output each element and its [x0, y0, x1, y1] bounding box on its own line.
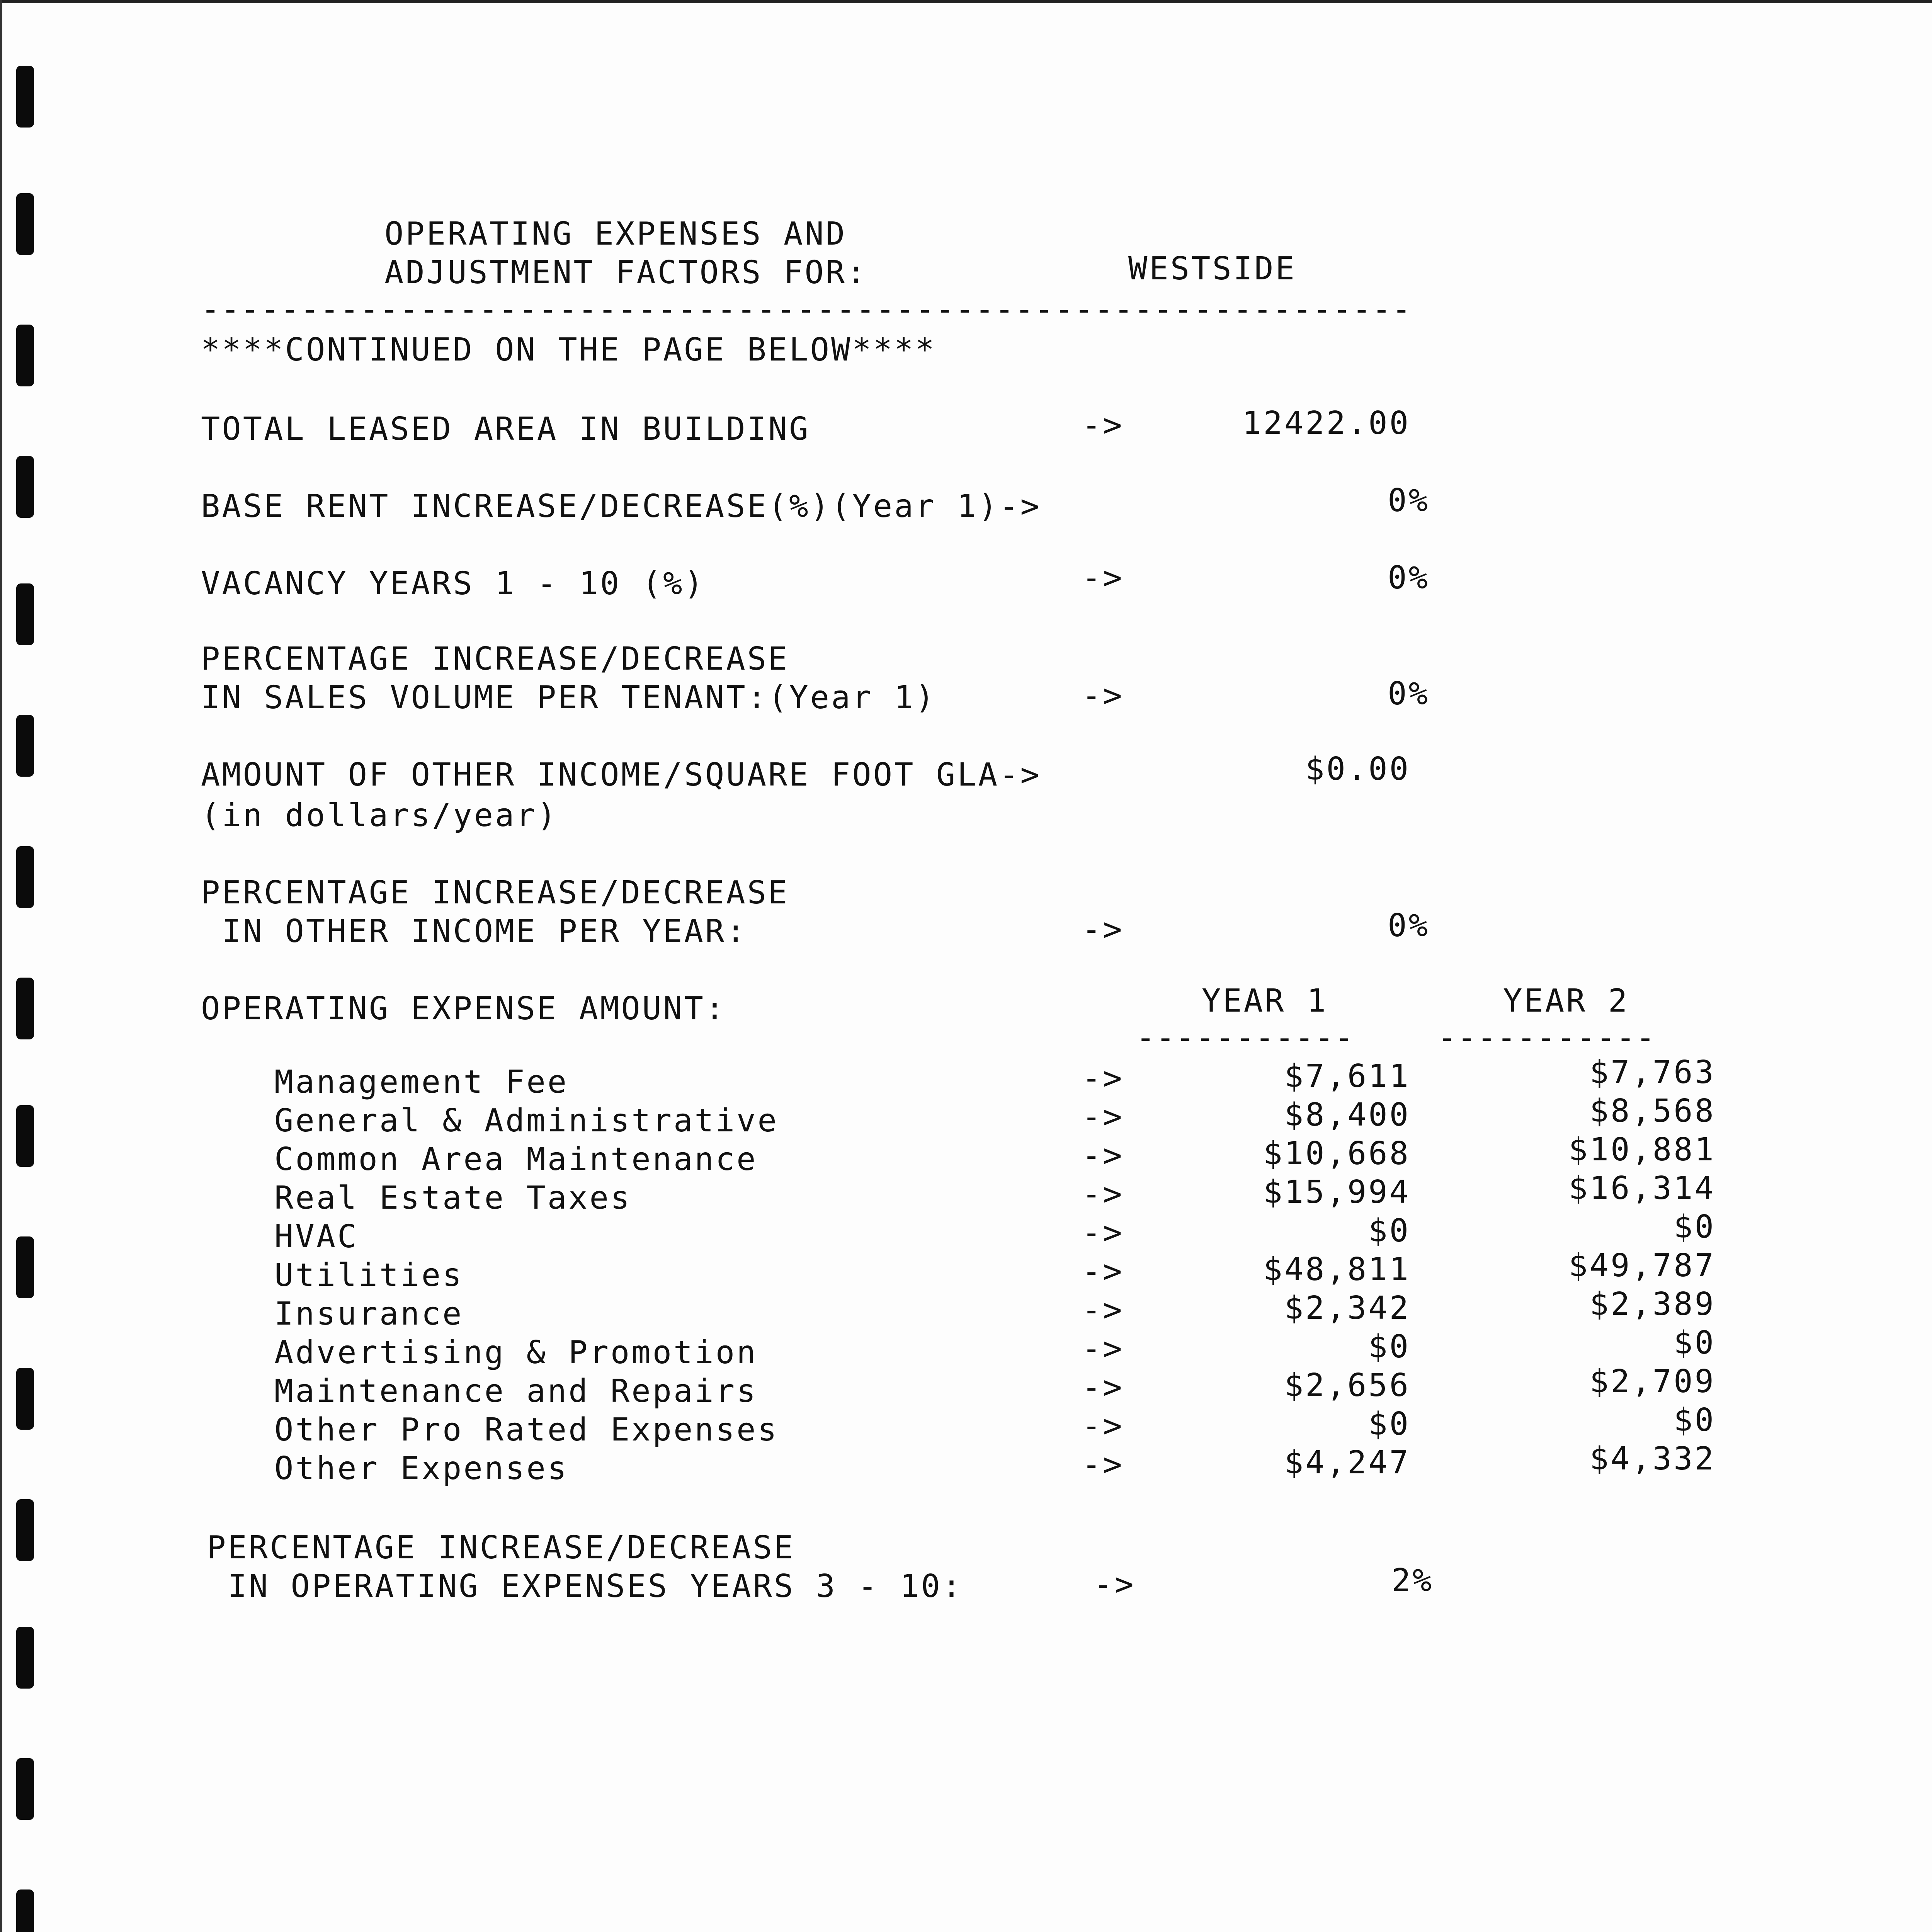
- opex-row-label: Insurance: [274, 1296, 464, 1332]
- header-divider: -------------------------------------------------------------: [201, 294, 1412, 325]
- leased-area-arrow: ->: [1082, 407, 1124, 444]
- binder-hole: [16, 325, 34, 386]
- sales-volume-label-line1: PERCENTAGE INCREASE/DECREASE: [201, 641, 789, 677]
- opex-row-arrow: ->: [1082, 1253, 1124, 1290]
- binder-hole: [16, 1499, 34, 1561]
- opex-row-arrow: ->: [1082, 1214, 1124, 1251]
- opex-row-arrow: ->: [1082, 1408, 1124, 1444]
- binder-hole: [16, 1368, 34, 1430]
- vacancy-label: VACANCY YEARS 1 - 10 (%): [201, 565, 705, 602]
- opex-heading: OPERATING EXPENSE AMOUNT:: [201, 990, 726, 1027]
- other-income-pct-arrow: ->: [1082, 911, 1124, 948]
- opex-row-year1: $2,342: [1284, 1290, 1410, 1327]
- opex-row-year2: $10,881: [1568, 1131, 1716, 1168]
- opex-row-arrow: ->: [1082, 1369, 1124, 1406]
- opex-row-label: General & Administrative: [274, 1102, 779, 1139]
- opex-growth-arrow: ->: [1094, 1566, 1136, 1603]
- base-rent-label: BASE RENT INCREASE/DECREASE(%)(Year 1)->: [201, 488, 1041, 525]
- opex-row-arrow: ->: [1082, 1060, 1124, 1097]
- binder-hole: [16, 583, 34, 645]
- leased-area-label: TOTAL LEASED AREA IN BUILDING: [201, 411, 810, 447]
- other-income-pct-value: 0%: [1388, 907, 1430, 944]
- opex-row-year2: $8,568: [1589, 1093, 1716, 1129]
- opex-row-year1: $4,247: [1284, 1444, 1410, 1481]
- sales-volume-label-line2: IN SALES VOLUME PER TENANT:(Year 1): [201, 679, 936, 716]
- report-title-line2: ADJUSTMENT FACTORS FOR:: [384, 254, 868, 291]
- binder-hole: [16, 66, 34, 128]
- opex-row-year2: $4,332: [1589, 1440, 1716, 1477]
- page-top-edge: [0, 0, 1932, 3]
- other-income-label-line1: AMOUNT OF OTHER INCOME/SQUARE FOOT GLA->: [201, 757, 1041, 793]
- opex-row-year2: $2,709: [1589, 1363, 1716, 1400]
- continued-note: ****CONTINUED ON THE PAGE BELOW****: [201, 332, 936, 368]
- opex-row-year2: $2,389: [1589, 1286, 1716, 1323]
- leased-area-value: 12422.00: [1242, 405, 1410, 442]
- opex-row-year1: $8,400: [1284, 1097, 1410, 1133]
- opex-row-arrow: ->: [1082, 1099, 1124, 1135]
- col-year2-header: YEAR 2: [1503, 983, 1629, 1019]
- opex-row-label: HVAC: [274, 1218, 359, 1255]
- opex-growth-value: 2%: [1391, 1562, 1434, 1599]
- base-rent-value: 0%: [1388, 482, 1430, 519]
- opex-row-year2: $0: [1673, 1402, 1716, 1439]
- opex-row-label: Common Area Maintenance: [274, 1141, 758, 1178]
- opex-row-year2: $49,787: [1568, 1247, 1716, 1284]
- opex-row-year1: $48,811: [1263, 1251, 1410, 1288]
- opex-row-arrow: ->: [1082, 1176, 1124, 1213]
- binder-hole: [16, 456, 34, 518]
- opex-row-year2: $0: [1673, 1325, 1716, 1361]
- opex-row-year1: $7,611: [1284, 1058, 1410, 1095]
- page-left-edge: [0, 0, 2, 1932]
- sales-volume-arrow: ->: [1082, 677, 1124, 714]
- opex-row-year1: $10,668: [1263, 1135, 1410, 1172]
- opex-growth-label-line2: IN OPERATING EXPENSES YEARS 3 - 10:: [207, 1568, 963, 1605]
- opex-row-arrow: ->: [1082, 1330, 1124, 1367]
- sales-volume-value: 0%: [1388, 675, 1430, 712]
- opex-row-arrow: ->: [1082, 1446, 1124, 1483]
- other-income-pct-label-line2: IN OTHER INCOME PER YEAR:: [201, 913, 747, 950]
- opex-row-label: Management Fee: [274, 1064, 569, 1100]
- vacancy-value: 0%: [1388, 560, 1430, 596]
- binder-hole: [16, 978, 34, 1039]
- other-income-value: $0.00: [1305, 751, 1410, 787]
- binder-hole: [16, 715, 34, 777]
- col-year2-underline: -----------: [1437, 1022, 1656, 1054]
- binder-hole: [16, 846, 34, 908]
- opex-row-label: Maintenance and Repairs: [274, 1373, 758, 1410]
- opex-row-year2: $0: [1673, 1209, 1716, 1245]
- opex-row-arrow: ->: [1082, 1137, 1124, 1174]
- binder-hole: [16, 1236, 34, 1298]
- report-title-line1: OPERATING EXPENSES AND: [384, 216, 847, 252]
- opex-row-year2: $7,763: [1589, 1054, 1716, 1091]
- opex-row-year1: $0: [1368, 1328, 1410, 1365]
- opex-row-year1: $0: [1368, 1406, 1410, 1442]
- binder-hole: [16, 193, 34, 255]
- binder-hole: [16, 1105, 34, 1167]
- binder-hole: [16, 1889, 34, 1932]
- binder-hole: [16, 1758, 34, 1820]
- other-income-pct-label-line1: PERCENTAGE INCREASE/DECREASE: [201, 874, 789, 911]
- property-name: WESTSIDE: [1128, 250, 1296, 287]
- opex-row-label: Real Estate Taxes: [274, 1180, 632, 1216]
- opex-row-arrow: ->: [1082, 1292, 1124, 1328]
- opex-row-label: Utilities: [274, 1257, 464, 1294]
- opex-row-label: Advertising & Promotion: [274, 1334, 758, 1371]
- opex-row-label: Other Pro Rated Expenses: [274, 1412, 779, 1448]
- binder-hole: [16, 1627, 34, 1689]
- vacancy-arrow: ->: [1082, 560, 1124, 596]
- opex-row-year1: $2,656: [1284, 1367, 1410, 1404]
- opex-growth-label-line1: PERCENTAGE INCREASE/DECREASE: [207, 1529, 795, 1566]
- col-year1-header: YEAR 1: [1202, 983, 1328, 1019]
- opex-row-label: Other Expenses: [274, 1450, 569, 1487]
- opex-row-year1: $0: [1368, 1213, 1410, 1249]
- other-income-label-line2: (in dollars/year): [201, 797, 558, 834]
- col-year1-underline: -----------: [1136, 1022, 1355, 1054]
- opex-row-year1: $15,994: [1263, 1174, 1410, 1211]
- opex-row-year2: $16,314: [1568, 1170, 1716, 1207]
